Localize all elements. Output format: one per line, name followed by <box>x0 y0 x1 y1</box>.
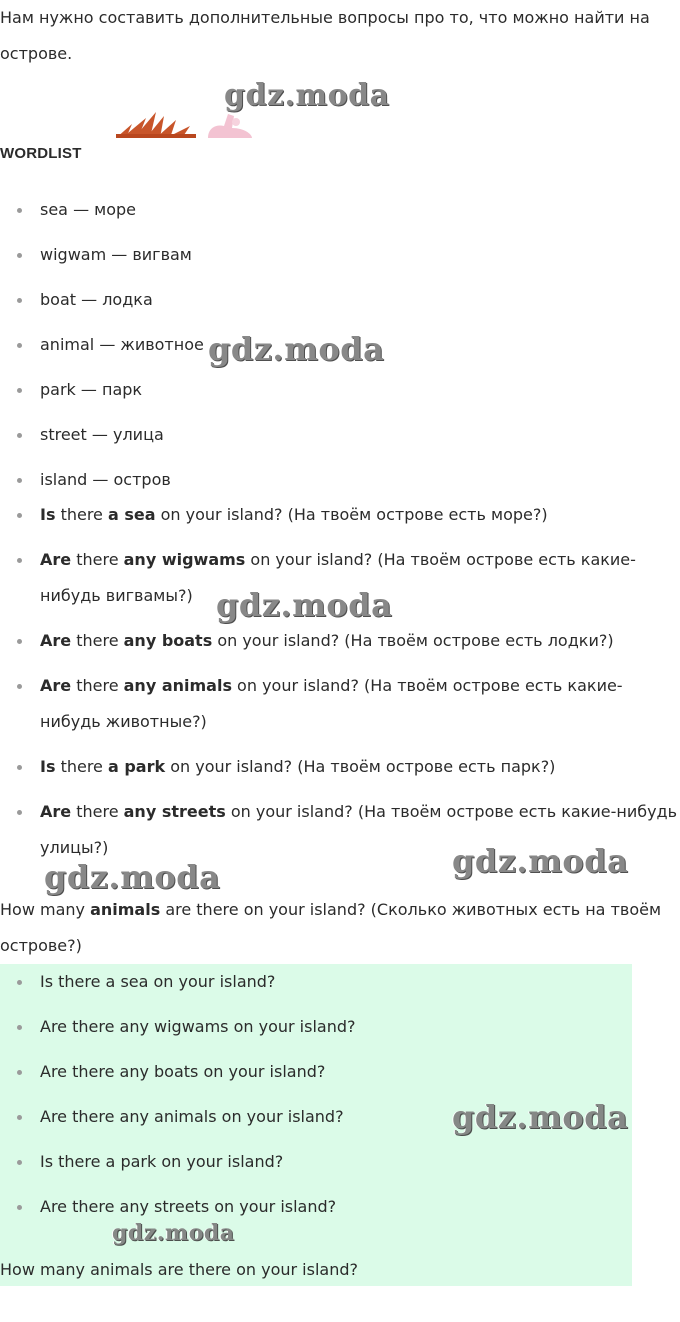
list-item: Is there a park on your island? <box>0 1144 680 1189</box>
list-item: sea — море <box>0 192 680 237</box>
final-question: How many animals are there on your island? <box>0 1260 358 1279</box>
watermark: gdz.moda <box>452 1098 629 1136</box>
list-item: Is there a park on your island? (На твоём острове есть парк?) <box>0 749 680 785</box>
watermark: gdz.moda <box>112 1220 235 1246</box>
list-item: Is there a sea on your island? (На твоём острове есть море?) <box>0 497 680 533</box>
list-item: Are there any wigwams on your island? <box>0 1009 680 1054</box>
list-item: street — улица <box>0 417 680 462</box>
list-item: Are there any boats on your island? (На твоём острове есть лодки?) <box>0 623 680 659</box>
watermark: gdz.moda <box>224 78 390 113</box>
list-item: Are there any wigwams on your island? (На твоём острове есть какие-нибудь вигвамы?) <box>0 542 680 614</box>
watermark: gdz.moda <box>452 842 629 880</box>
intro-paragraph: Нам нужно составить дополнительные вопросы про то, что можно найти на острове. <box>0 8 650 63</box>
question-list <box>0 497 680 875</box>
list-item: Are there any animals on your island? <box>0 1099 680 1144</box>
list-item: Are there any streets on your island? <box>0 1189 680 1234</box>
list-item: boat — лодка <box>0 282 680 327</box>
list-item: Are there any animals on your island? (На твоём острове есть какие-нибудь животные?) <box>0 668 680 740</box>
list-item: park — парк <box>0 372 680 417</box>
watermark: gdz.moda <box>44 858 221 896</box>
list-item: island — остров <box>0 462 680 507</box>
list-item: Are there any boats on your island? <box>0 1054 680 1099</box>
list-item: Are there any streets on your island? (На твоём острове есть какие-нибудь улицы?) <box>0 794 680 866</box>
count-question: How many animals are there on your island? (Сколько животных есть на твоём острове?) <box>0 900 662 955</box>
watermark: gdz.moda <box>208 330 385 368</box>
list-item: animal — животное <box>0 327 680 372</box>
list-item: Is there a sea on your island? <box>0 964 680 1009</box>
wordlist-heading: WORDLIST <box>0 145 82 162</box>
watermark: gdz.moda <box>216 586 393 624</box>
list-item: wigwam — вигвам <box>0 237 680 282</box>
